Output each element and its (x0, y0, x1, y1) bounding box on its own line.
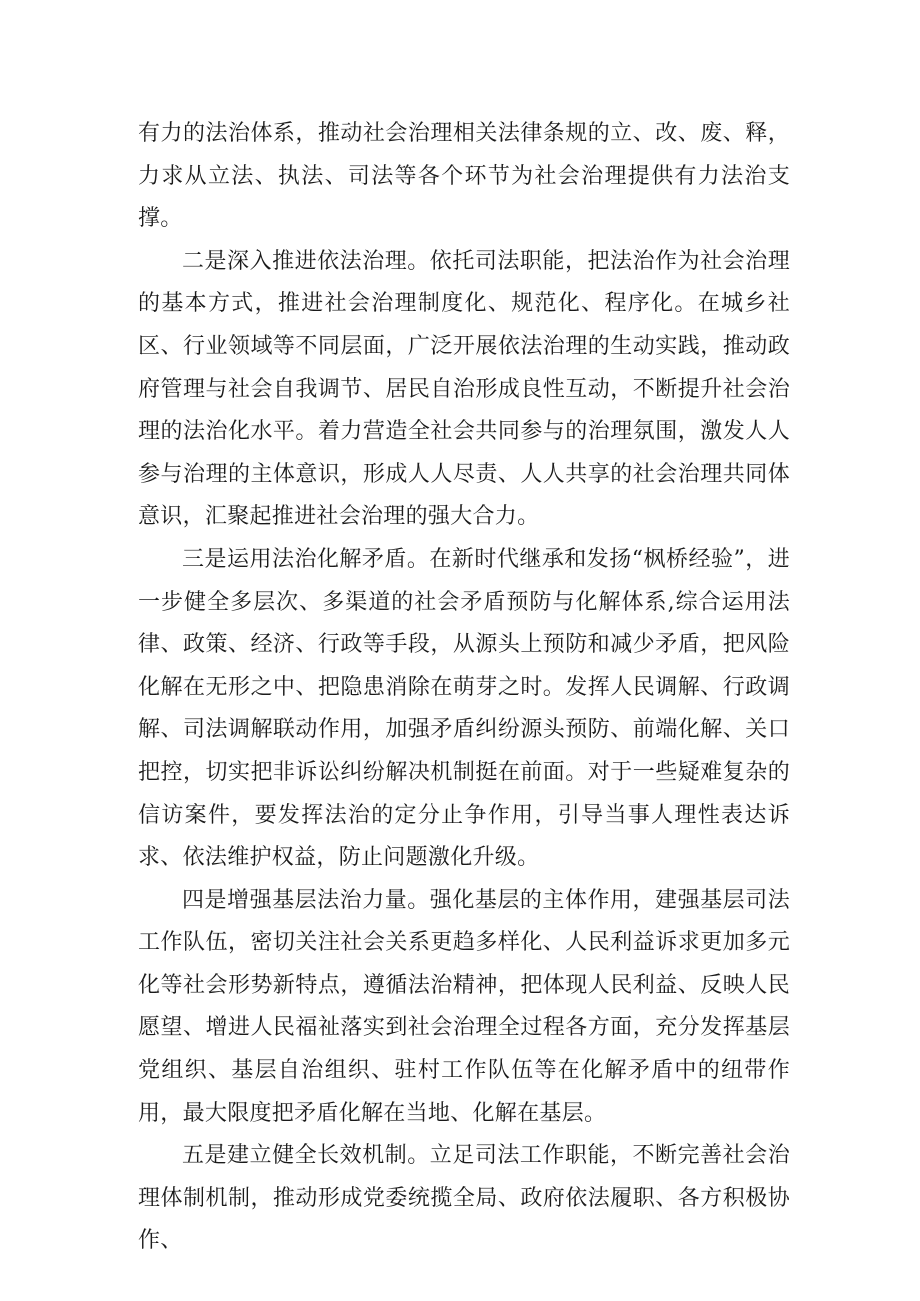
paragraph-point-two: 二是深入推进依法治理。依托司法职能，把法治作为社会治理的基本方式，推进社会治理制度化、规范化、程序化。在城乡社区、行业领域等不同层面，广泛开展依法治理的生动实践，推动政府管理与社会自我调节、居民自治形成良性互动，不断提升社会治理的法治化水平。着力营造全社会共同参与的治理氛围，激发人人参与治理的主体意识，形成人人尽责、人人共享的社会治理共同体意识，汇聚起推进社会治理的强大合力。 (138, 248, 790, 530)
paragraph-point-four: 四是增强基层法治力量。强化基层的主体作用，建强基层司法工作队伍，密切关注社会关系更趋多样化、人民利益诉求更加多元化等社会形势新特点，遵循法治精神，把体现人民利益、反映人民愿望、增进人民福祉落实到社会治理全过程各方面，充分发挥基层党组织、基层自治组织、驻村工作队伍等在化解矛盾中的纽带作用，最大限度把矛盾化解在当地、化解在基层。 (138, 887, 790, 1126)
paragraph-continued: 有力的法治体系，推动社会治理相关法律条规的立、改、废、释，力求从立法、执法、司法等各个环节为社会治理提供有力法治支撑。 (138, 121, 790, 232)
paragraph-point-five: 五是建立健全长效机制。立足司法工作职能，不断完善社会治理体制机制，推动形成党委统揽全局、政府依法履职、各方积极协作、 (138, 1143, 790, 1254)
paragraph-point-three: 三是运用法治化解矛盾。在新时代继承和发扬“枫桥经验”，进一步健全多层次、多渠道的社会矛盾预防与化解体系,综合运用法律、政策、经济、行政等手段，从源头上预防和减少矛盾，把风险化解在无形之中、把隐患消除在萌芽之时。发挥人民调解、行政调解、司法调解联动作用，加强矛盾纠纷源头预防、前端化解、关口把控，切实把非诉讼纠纷解决机制挺在前面。对于一些疑难复杂的信访案件，要发挥法治的定分止争作用，引导当事人理性表达诉求、依法维护权益，防止问题激化升级。 (138, 546, 790, 871)
document-body (138, 113, 790, 1263)
